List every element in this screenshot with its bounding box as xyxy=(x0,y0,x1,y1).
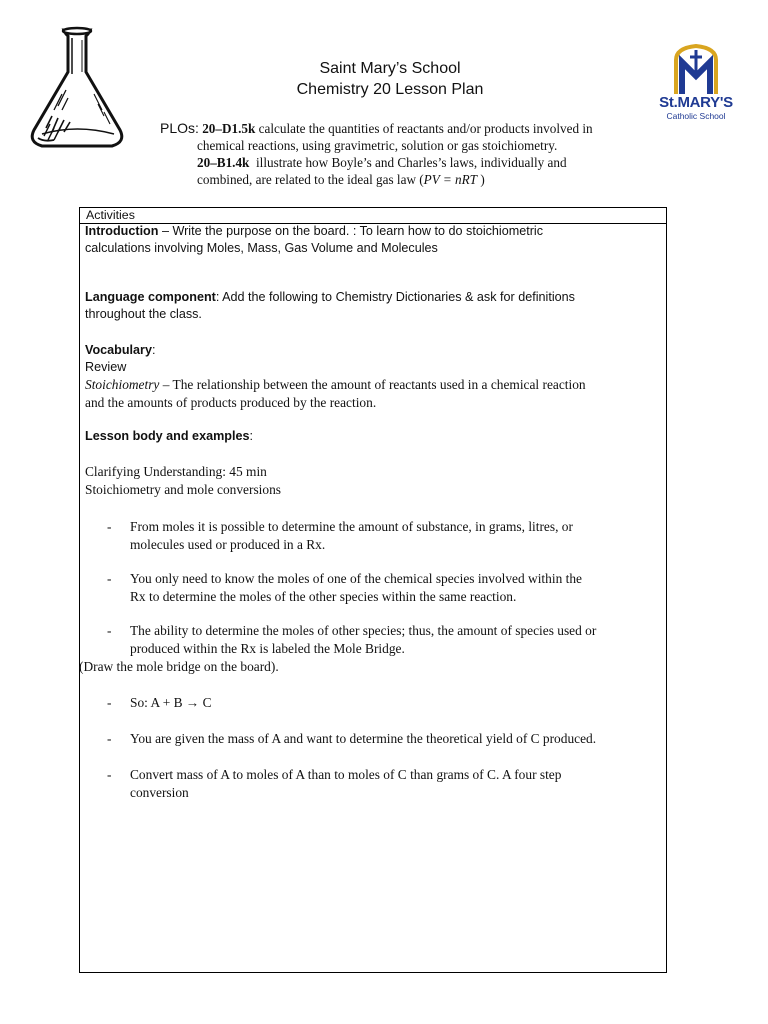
logo-name: St.MARY'S xyxy=(659,94,733,111)
school-name: Saint Mary’s School xyxy=(319,60,461,77)
draw-note: (Draw the mole bridge on the board). xyxy=(79,659,279,674)
plo1-code: 20–D1.5k xyxy=(202,121,256,136)
plo2-close: ) xyxy=(480,172,485,187)
plo1-text-b: chemical reactions, using gravimetric, solution or gas stoichiometry. xyxy=(197,138,558,153)
lesson-body-label: Lesson body and examples xyxy=(85,429,250,443)
activities-header: Activities xyxy=(80,208,666,224)
vocabulary-colon: : xyxy=(151,343,156,357)
bullet-text: From moles it is possible to determine the amount of substance, in grams, litres, or xyxy=(130,519,573,534)
plos-section xyxy=(160,120,630,188)
bullet-dash: - xyxy=(107,519,112,534)
intro-label: Introduction xyxy=(85,224,159,238)
plo2-text-b: combined, are related to the ideal gas law ( xyxy=(197,172,424,187)
stoichiometry-mole-line: Stoichiometry and mole conversions xyxy=(85,482,281,497)
bullet-dash: - xyxy=(107,623,112,638)
clarifying-line: Clarifying Understanding: 45 min xyxy=(85,464,267,479)
review-label: Review xyxy=(85,360,127,374)
convert-line-a: Convert mass of A to moles of A than to moles of C than grams of C. A four step xyxy=(130,767,562,782)
plo1-text-a: calculate the quantities of reactants and/or products involved in xyxy=(258,121,593,136)
list-item xyxy=(85,730,661,748)
stoichiometry-term: Stoichiometry xyxy=(85,377,160,392)
given-line: You are given the mass of A and want to determine the theoretical yield of C produced. xyxy=(130,731,597,746)
list-item xyxy=(85,622,661,658)
stoichiometry-dash: – xyxy=(159,377,173,392)
bullet-text: Rx to determine the moles of the other species within the same reaction. xyxy=(130,589,517,604)
school-logo xyxy=(646,42,746,126)
bullet-dash: - xyxy=(107,767,112,782)
bullet-text: produced within the Rx is labeled the Mole Bridge. xyxy=(130,641,405,656)
language-text-a: : Add the following to Chemistry Dictionaries & ask for definitions xyxy=(215,290,575,304)
lesson-title: Chemistry 20 Lesson Plan xyxy=(296,81,484,98)
intro-text-a: – Write the purpose on the board. : To learn how to do stoichiometric xyxy=(158,224,544,238)
bullet-text: You only need to know the moles of one of the chemical species involved within the xyxy=(130,571,582,586)
logo-subtitle: Catholic School xyxy=(666,111,726,121)
language-label: Language component xyxy=(85,290,216,304)
language-text-b: throughout the class. xyxy=(85,307,202,321)
list-item xyxy=(85,518,661,554)
school-logo-icon xyxy=(646,42,746,96)
stoichiometry-def-a: The relationship between the amount of reactants used in a chemical reaction xyxy=(172,377,586,392)
bullet-text: The ability to determine the moles of other species; thus, the amount of species used or xyxy=(130,623,597,638)
plo2-code: 20–B1.4k xyxy=(197,155,250,170)
plos-label: PLOs: xyxy=(160,120,199,136)
stoichiometry-def-b: and the amounts of products produced by the reaction. xyxy=(85,395,377,410)
bullet-dash: - xyxy=(107,731,112,746)
bullet-dash: - xyxy=(107,695,112,710)
bullet-text: molecules used or produced in a Rx. xyxy=(130,537,326,552)
lesson-body-colon: : xyxy=(249,429,253,443)
list-item xyxy=(85,570,661,606)
vocabulary-label: Vocabulary xyxy=(85,343,152,357)
plo2-text-a: illustrate how Boyle’s and Charles’s laws, individually and xyxy=(256,155,567,170)
reaction-line: So: A + B → C xyxy=(130,695,212,710)
ideal-gas-formula: PV = nRT xyxy=(423,172,478,187)
list-item xyxy=(85,766,661,802)
intro-text-b: calculations involving Moles, Mass, Gas Volume and Molecules xyxy=(85,241,438,255)
bullet-dash: - xyxy=(107,571,112,586)
erlenmeyer-flask-icon xyxy=(24,24,130,152)
activities-content xyxy=(79,223,661,802)
convert-line-b: conversion xyxy=(130,785,189,800)
page-title xyxy=(220,58,560,100)
list-item xyxy=(85,694,661,712)
